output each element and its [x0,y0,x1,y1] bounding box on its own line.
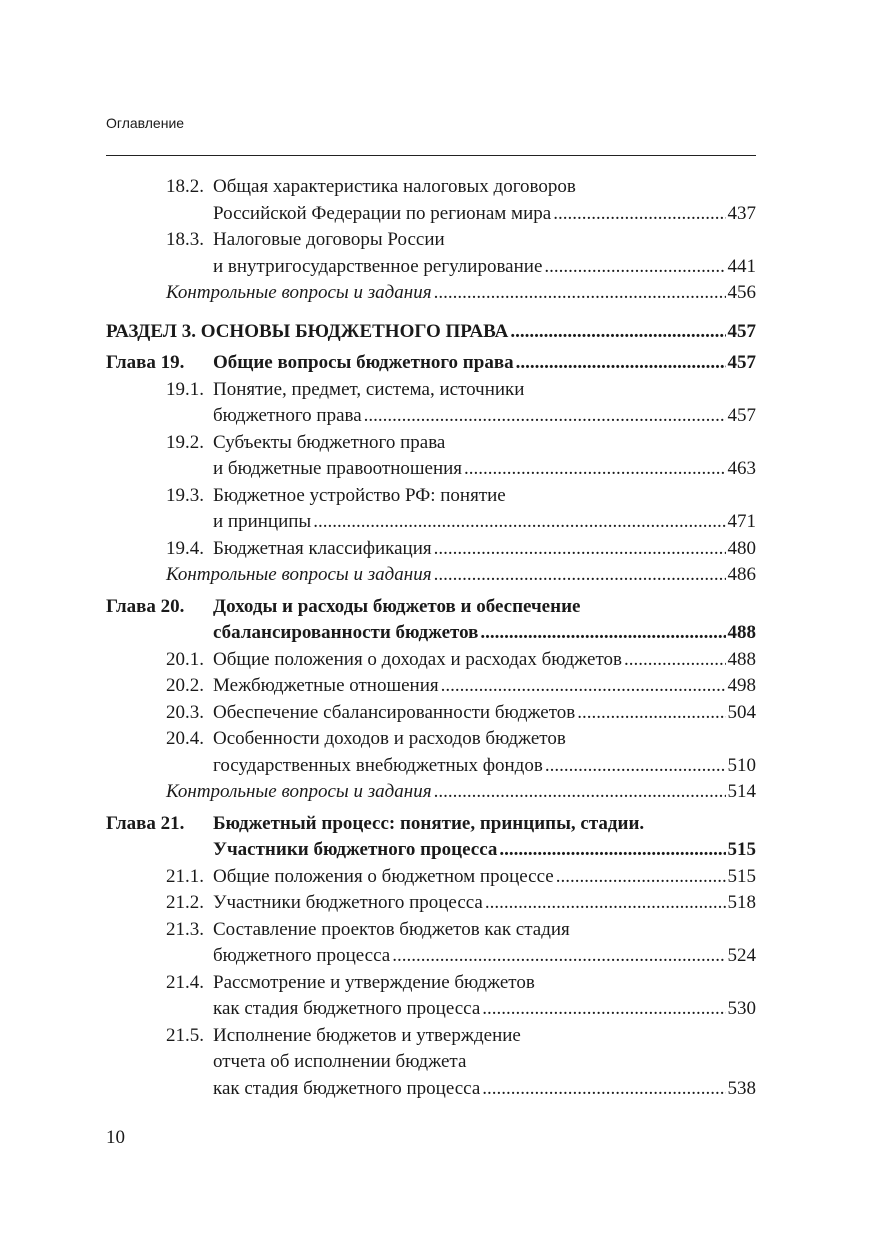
section-title-cont: бюджетного права [213,405,362,426]
page-ref: 486 [727,564,756,585]
toc-entry-chapter-20[interactable] [106,594,756,621]
toc-entry-questions-18[interactable] [106,280,756,307]
section-title: Общая характеристика налоговых договоров [213,176,576,197]
toc-entry-21-4[interactable] [106,970,756,997]
toc-entry-19-2-cont[interactable] [106,456,756,483]
leader-dots [499,837,725,864]
toc-entry-18-3[interactable] [106,227,756,254]
page-ref: 518 [727,892,756,913]
page-ref: 504 [727,701,756,723]
toc-entry-questions-20[interactable] [106,779,756,806]
page-ref: 457 [727,405,756,426]
leader-dots [624,647,726,674]
page-ref: 488 [727,648,756,670]
section-number: 20.1. [166,648,204,670]
toc-entry-19-3-cont[interactable] [106,509,756,536]
toc-entry-20-1[interactable] [106,647,756,674]
page-ref: 515 [727,865,756,887]
page-ref: 471 [727,511,756,532]
toc-entry-21-5[interactable] [106,1023,756,1050]
toc-entry-questions-19[interactable] [106,562,756,589]
leader-dots [556,864,726,891]
toc-entry-19-1[interactable] [106,377,756,404]
toc-entry-19-1-cont[interactable] [106,403,756,430]
page-ref: 488 [727,622,756,643]
toc-entry-19-2[interactable] [106,430,756,457]
section-title-cont: как стадия бюджетного процесса [213,1077,481,1099]
leader-dots [392,943,725,970]
leader-dots [544,254,725,281]
toc-entry-21-5-cont[interactable] [106,1049,756,1076]
section-title-cont: отчета об исполнении бюджета [213,1051,467,1072]
toc-entry-chapter-19[interactable] [106,350,756,377]
section-title: Общие положения о доходах и расходах бюджетов [213,648,622,670]
questions-title: Контрольные вопросы и задания [166,781,432,802]
running-title: Оглавление [106,115,185,131]
toc-entry-chapter-20-cont[interactable] [106,620,756,647]
leader-dots [482,996,725,1023]
leader-dots [577,700,725,727]
toc-entry-18-2[interactable] [106,174,756,201]
section-title: Обеспечение сбалансированности бюджетов [213,701,576,723]
section-number: 18.3. [166,229,204,250]
leader-dots [485,890,726,917]
section-number: 21.4. [166,971,204,993]
page-ref: 480 [727,537,756,559]
leader-dots [313,509,725,536]
section-number: 21.2. [166,892,204,913]
chapter-title-cont: Участники бюджетного процесса [213,839,498,860]
toc-entry-20-4[interactable] [106,726,756,753]
toc-entry-21-3-cont[interactable] [106,943,756,970]
section-number: 20.3. [166,701,204,723]
section-title: Исполнение бюджетов и утверждение [213,1024,521,1046]
leader-dots [434,562,726,589]
section-number: 19.3. [166,484,204,506]
header-rule [106,155,756,156]
section-title-cont: бюджетного процесса [213,945,391,966]
page-ref: 510 [727,754,756,776]
section-title: Составление проектов бюджетов как стадия [213,918,570,940]
page-ref: 463 [727,458,756,479]
section-title-cont: и внутригосударственное регулирование [213,255,543,277]
section-title-cont: и бюджетные правоотношения [213,458,463,479]
section-title: Субъекты бюджетного права [213,431,446,453]
page-ref: 441 [727,255,756,277]
toc-entry-18-3-cont[interactable] [106,254,756,281]
table-of-contents [106,174,756,1102]
toc-entry-21-2[interactable] [106,890,756,917]
page-number: 10 [106,1127,125,1148]
toc-entry-19-4[interactable] [106,536,756,563]
section-number: 20.4. [166,728,204,749]
leader-dots [441,673,726,700]
section-title: Налоговые договоры России [213,229,445,250]
leader-dots [482,1076,725,1103]
toc-entry-21-5-cont2[interactable] [106,1076,756,1103]
page-ref: 514 [727,781,756,802]
toc-entry-21-1[interactable] [106,864,756,891]
questions-title: Контрольные вопросы и задания [166,282,432,303]
section-title: Бюджетная классификация [213,537,432,559]
chapter-title: Доходы и расходы бюджетов и обеспечение [213,595,581,617]
section-title-cont: Российской Федерации по регионам мира [213,202,552,224]
leader-dots [434,280,726,307]
section-title-cont: и принципы [213,511,312,532]
leader-dots [553,201,725,228]
section-number: 20.2. [166,675,204,696]
leader-dots [516,350,726,377]
section-number: 19.4. [166,537,204,559]
toc-entry-21-3[interactable] [106,917,756,944]
page-ref: 456 [727,282,756,303]
chapter-title: Бюджетный процесс: понятие, принципы, стадии. [213,812,645,834]
leader-dots [480,620,725,647]
toc-entry-20-2[interactable] [106,673,756,700]
leader-dots [464,456,725,483]
section-number: 19.1. [166,378,204,400]
chapter-title-cont: сбалансированности бюджетов [213,622,479,643]
toc-entry-20-4-cont[interactable] [106,753,756,780]
section-title: Бюджетное устройство РФ: понятие [213,484,506,506]
page-ref: 530 [727,998,756,1019]
toc-entry-part-3[interactable] [106,319,756,346]
page-ref: 538 [727,1077,756,1099]
page-ref: 457 [727,352,756,373]
chapter-number: Глава 19. [106,352,185,373]
toc-entry-19-3[interactable] [106,483,756,510]
toc-entry-21-4-cont[interactable] [106,996,756,1023]
section-number: 21.3. [166,918,204,940]
leader-dots [434,536,726,563]
chapter-title: Общие вопросы бюджетного права [213,352,514,373]
leader-dots [364,403,726,430]
section-number: 21.1. [166,865,204,887]
section-number: 18.2. [166,176,204,197]
section-title: Понятие, предмет, система, источники [213,378,525,400]
page-ref: 498 [727,675,756,696]
section-title: Рассмотрение и утверждение бюджетов [213,971,535,993]
section-number: 21.5. [166,1024,204,1046]
section-number: 19.2. [166,431,204,453]
section-title: Участники бюджетного процесса [213,892,483,913]
chapter-number: Глава 20. [106,595,185,617]
page-ref: 457 [727,320,756,342]
page-ref: 524 [727,945,756,966]
page-ref: 437 [727,202,756,224]
part-title: РАЗДЕЛ 3. ОСНОВЫ БЮДЖЕТНОГО ПРАВА [106,320,509,342]
toc-entry-18-2-cont[interactable] [106,201,756,228]
page-ref: 515 [727,839,756,860]
section-title-cont: как стадия бюджетного процесса [213,998,481,1019]
section-title: Общие положения о бюджетном процессе [213,865,554,887]
questions-title: Контрольные вопросы и задания [166,564,432,585]
leader-dots [434,779,726,806]
section-title: Особенности доходов и расходов бюджетов [213,728,566,749]
section-title: Межбюджетные отношения [213,675,439,696]
toc-entry-chapter-21[interactable] [106,811,756,838]
leader-dots [545,753,726,780]
section-title-cont: государственных внебюджетных фондов [213,754,543,776]
leader-dots [510,319,725,346]
toc-entry-20-3[interactable] [106,700,756,727]
toc-entry-chapter-21-cont[interactable] [106,837,756,864]
chapter-number: Глава 21. [106,812,185,834]
